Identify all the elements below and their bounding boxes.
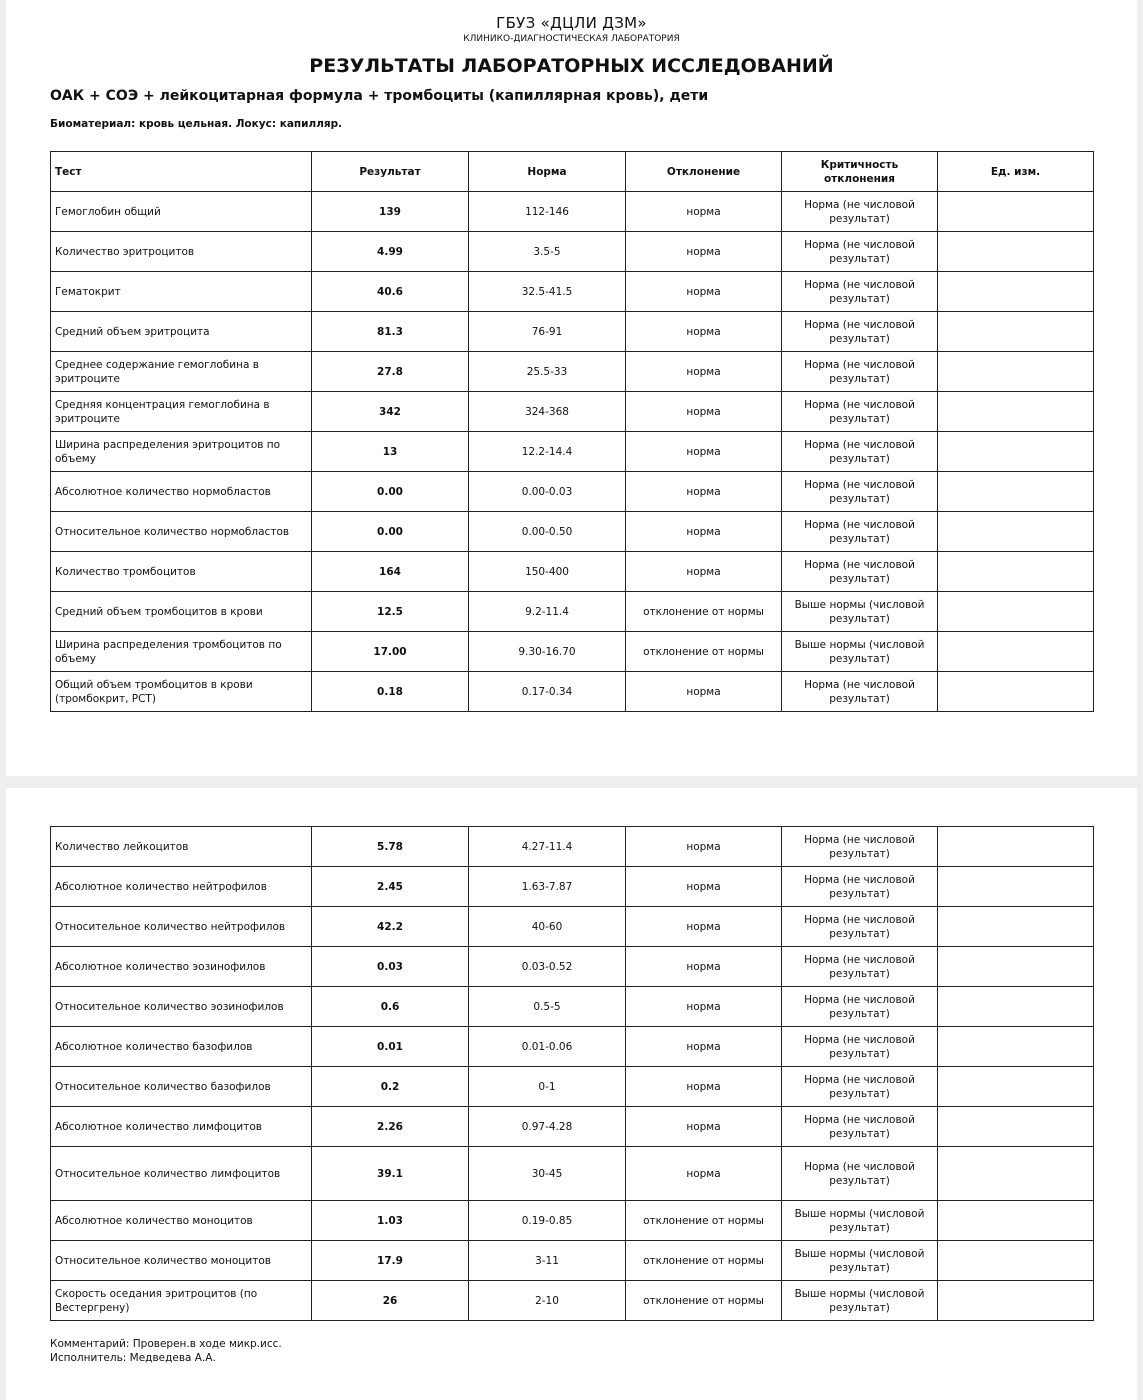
test-name-cell: Относительное количество лимфоцитов <box>51 1147 312 1201</box>
reference-range-cell: 324-368 <box>469 392 626 432</box>
test-name-cell: Скорость оседания эритроцитов (по Вестергрену) <box>51 1281 312 1321</box>
reference-range-cell: 0-1 <box>469 1067 626 1107</box>
table-row <box>51 1027 1094 1067</box>
criticality-cell: Норма (не числовой результат) <box>782 392 938 432</box>
result-value-cell: 4.99 <box>312 232 469 272</box>
deviation-cell: отклонение от нормы <box>626 632 782 672</box>
unit-cell <box>938 392 1094 432</box>
reference-range-cell: 0.17-0.34 <box>469 672 626 712</box>
table-row <box>51 1067 1094 1107</box>
test-name-cell: Общий объем тромбоцитов в крови (тромбокрит, PCT) <box>51 672 312 712</box>
criticality-cell: Выше нормы (числовой результат) <box>782 632 938 672</box>
column-header-deviation: Отклонение <box>626 152 782 192</box>
table-row <box>51 312 1094 352</box>
criticality-cell: Норма (не числовой результат) <box>782 827 938 867</box>
deviation-cell: норма <box>626 512 782 552</box>
unit-cell <box>938 987 1094 1027</box>
column-header-norm: Норма <box>469 152 626 192</box>
unit-cell <box>938 947 1094 987</box>
deviation-cell: норма <box>626 552 782 592</box>
unit-cell <box>938 1067 1094 1107</box>
column-header-criticality: Критичность отклонения <box>782 152 938 192</box>
result-value-cell: 5.78 <box>312 827 469 867</box>
test-name-cell: Средний объем тромбоцитов в крови <box>51 592 312 632</box>
test-name-cell: Гематокрит <box>51 272 312 312</box>
unit-cell <box>938 552 1094 592</box>
result-value-cell: 81.3 <box>312 312 469 352</box>
table-row <box>51 987 1094 1027</box>
deviation-cell: норма <box>626 1067 782 1107</box>
test-name-cell: Ширина распределения эритроцитов по объему <box>51 432 312 472</box>
test-name-cell: Количество тромбоцитов <box>51 552 312 592</box>
unit-cell <box>938 432 1094 472</box>
criticality-cell: Норма (не числовой результат) <box>782 232 938 272</box>
table-row <box>51 232 1094 272</box>
reference-range-cell: 12.2-14.4 <box>469 432 626 472</box>
reference-range-cell: 0.01-0.06 <box>469 1027 626 1067</box>
result-value-cell: 27.8 <box>312 352 469 392</box>
result-value-cell: 0.18 <box>312 672 469 712</box>
unit-cell <box>938 312 1094 352</box>
unit-cell <box>938 1027 1094 1067</box>
reference-range-cell: 40-60 <box>469 907 626 947</box>
criticality-cell: Норма (не числовой результат) <box>782 272 938 312</box>
result-value-cell: 2.26 <box>312 1107 469 1147</box>
test-name-cell: Абсолютное количество лимфоцитов <box>51 1107 312 1147</box>
results-table-body-page-2 <box>51 827 1094 1321</box>
reference-range-cell: 0.5-5 <box>469 987 626 1027</box>
test-name-cell: Относительное количество моноцитов <box>51 1241 312 1281</box>
criticality-cell: Норма (не числовой результат) <box>782 907 938 947</box>
criticality-cell: Норма (не числовой результат) <box>782 472 938 512</box>
result-value-cell: 2.45 <box>312 867 469 907</box>
result-value-cell: 40.6 <box>312 272 469 312</box>
table-row <box>51 1107 1094 1147</box>
test-name-cell: Абсолютное количество нормобластов <box>51 472 312 512</box>
table-row <box>51 1201 1094 1241</box>
result-value-cell: 17.9 <box>312 1241 469 1281</box>
biomaterial-info: Биоматериал: кровь цельная. Локус: капилляр. <box>50 118 343 130</box>
column-header-test: Тест <box>51 152 312 192</box>
results-table-page-2 <box>50 826 1094 1321</box>
result-value-cell: 39.1 <box>312 1147 469 1201</box>
test-name-cell: Гемоглобин общий <box>51 192 312 232</box>
reference-range-cell: 30-45 <box>469 1147 626 1201</box>
report-page-1 <box>6 0 1137 776</box>
unit-cell <box>938 867 1094 907</box>
test-name-cell: Относительное количество базофилов <box>51 1067 312 1107</box>
table-row <box>51 1147 1094 1201</box>
criticality-cell: Норма (не числовой результат) <box>782 867 938 907</box>
unit-cell <box>938 352 1094 392</box>
criticality-cell: Норма (не числовой результат) <box>782 552 938 592</box>
reference-range-cell: 0.97-4.28 <box>469 1107 626 1147</box>
table-row <box>51 592 1094 632</box>
result-value-cell: 0.00 <box>312 472 469 512</box>
test-panel-title: ОАК + СОЭ + лейкоцитарная формула + тромбоциты (капиллярная кровь), дети <box>50 88 709 104</box>
reference-range-cell: 150-400 <box>469 552 626 592</box>
test-name-cell: Абсолютное количество эозинофилов <box>51 947 312 987</box>
test-name-cell: Средняя концентрация гемоглобина в эритроците <box>51 392 312 432</box>
criticality-cell: Выше нормы (числовой результат) <box>782 1201 938 1241</box>
result-value-cell: 26 <box>312 1281 469 1321</box>
table-row <box>51 1281 1094 1321</box>
criticality-cell: Выше нормы (числовой результат) <box>782 1281 938 1321</box>
deviation-cell: норма <box>626 472 782 512</box>
result-value-cell: 342 <box>312 392 469 432</box>
criticality-cell: Норма (не числовой результат) <box>782 1067 938 1107</box>
table-row <box>51 512 1094 552</box>
unit-cell <box>938 1201 1094 1241</box>
column-header-result: Результат <box>312 152 469 192</box>
reference-range-cell: 76-91 <box>469 312 626 352</box>
unit-cell <box>938 272 1094 312</box>
deviation-cell: отклонение от нормы <box>626 1281 782 1321</box>
deviation-cell: норма <box>626 272 782 312</box>
table-row <box>51 867 1094 907</box>
result-value-cell: 139 <box>312 192 469 232</box>
result-value-cell: 164 <box>312 552 469 592</box>
reference-range-cell: 0.00-0.50 <box>469 512 626 552</box>
deviation-cell: норма <box>626 1147 782 1201</box>
deviation-cell: норма <box>626 907 782 947</box>
test-name-cell: Относительное количество эозинофилов <box>51 987 312 1027</box>
deviation-cell: норма <box>626 1027 782 1067</box>
reference-range-cell: 32.5-41.5 <box>469 272 626 312</box>
column-header-unit: Ед. изм. <box>938 152 1094 192</box>
test-name-cell: Абсолютное количество моноцитов <box>51 1201 312 1241</box>
table-row <box>51 632 1094 672</box>
reference-range-cell: 0.03-0.52 <box>469 947 626 987</box>
criticality-cell: Норма (не числовой результат) <box>782 192 938 232</box>
test-name-cell: Абсолютное количество нейтрофилов <box>51 867 312 907</box>
comment-text: Комментарий: Проверен.в ходе микр.исс. <box>50 1338 282 1350</box>
result-value-cell: 12.5 <box>312 592 469 632</box>
reference-range-cell: 3-11 <box>469 1241 626 1281</box>
report-page-2 <box>6 788 1137 1400</box>
laboratory-name: КЛИНИКО-ДИАГНОСТИЧЕСКАЯ ЛАБОРАТОРИЯ <box>463 34 680 44</box>
table-row <box>51 352 1094 392</box>
deviation-cell: норма <box>626 987 782 1027</box>
reference-range-cell: 3.5-5 <box>469 232 626 272</box>
table-row <box>51 947 1094 987</box>
result-value-cell: 1.03 <box>312 1201 469 1241</box>
deviation-cell: отклонение от нормы <box>626 1241 782 1281</box>
deviation-cell: отклонение от нормы <box>626 1201 782 1241</box>
reference-range-cell: 0.00-0.03 <box>469 472 626 512</box>
reference-range-cell: 4.27-11.4 <box>469 827 626 867</box>
reference-range-cell: 112-146 <box>469 192 626 232</box>
deviation-cell: норма <box>626 392 782 432</box>
reference-range-cell: 9.30-16.70 <box>469 632 626 672</box>
deviation-cell: норма <box>626 672 782 712</box>
result-value-cell: 13 <box>312 432 469 472</box>
table-row <box>51 192 1094 232</box>
result-value-cell: 0.01 <box>312 1027 469 1067</box>
criticality-cell: Норма (не числовой результат) <box>782 987 938 1027</box>
unit-cell <box>938 827 1094 867</box>
organization-name: ГБУЗ «ДЦЛИ ДЗМ» <box>496 14 647 32</box>
deviation-cell: норма <box>626 192 782 232</box>
criticality-cell: Норма (не числовой результат) <box>782 947 938 987</box>
reference-range-cell: 2-10 <box>469 1281 626 1321</box>
table-row <box>51 472 1094 512</box>
criticality-cell: Норма (не числовой результат) <box>782 512 938 552</box>
test-name-cell: Количество лейкоцитов <box>51 827 312 867</box>
unit-cell <box>938 512 1094 552</box>
deviation-cell: норма <box>626 352 782 392</box>
criticality-cell: Норма (не числовой результат) <box>782 1147 938 1201</box>
deviation-cell: норма <box>626 232 782 272</box>
test-name-cell: Ширина распределения тромбоцитов по объему <box>51 632 312 672</box>
deviation-cell: норма <box>626 947 782 987</box>
criticality-cell: Выше нормы (числовой результат) <box>782 592 938 632</box>
unit-cell <box>938 472 1094 512</box>
result-value-cell: 0.00 <box>312 512 469 552</box>
unit-cell <box>938 1281 1094 1321</box>
table-row <box>51 827 1094 867</box>
deviation-cell: отклонение от нормы <box>626 592 782 632</box>
unit-cell <box>938 1241 1094 1281</box>
reference-range-cell: 0.19-0.85 <box>469 1201 626 1241</box>
table-row <box>51 272 1094 312</box>
result-value-cell: 42.2 <box>312 907 469 947</box>
criticality-cell: Выше нормы (числовой результат) <box>782 1241 938 1281</box>
table-row <box>51 1241 1094 1281</box>
unit-cell <box>938 672 1094 712</box>
table-row <box>51 552 1094 592</box>
deviation-cell: норма <box>626 1107 782 1147</box>
unit-cell <box>938 232 1094 272</box>
unit-cell <box>938 1107 1094 1147</box>
table-row <box>51 392 1094 432</box>
unit-cell <box>938 907 1094 947</box>
reference-range-cell: 1.63-7.87 <box>469 867 626 907</box>
unit-cell <box>938 192 1094 232</box>
test-name-cell: Среднее содержание гемоглобина в эритроците <box>51 352 312 392</box>
result-value-cell: 17.00 <box>312 632 469 672</box>
criticality-cell: Норма (не числовой результат) <box>782 352 938 392</box>
result-value-cell: 0.03 <box>312 947 469 987</box>
performer-text: Исполнитель: Медведева А.А. <box>50 1352 216 1364</box>
test-name-cell: Количество эритроцитов <box>51 232 312 272</box>
criticality-cell: Норма (не числовой результат) <box>782 312 938 352</box>
test-name-cell: Относительное количество нейтрофилов <box>51 907 312 947</box>
test-name-cell: Относительное количество нормобластов <box>51 512 312 552</box>
unit-cell <box>938 592 1094 632</box>
deviation-cell: норма <box>626 867 782 907</box>
reference-range-cell: 9.2-11.4 <box>469 592 626 632</box>
unit-cell <box>938 632 1094 672</box>
table-header-row <box>51 152 1094 192</box>
criticality-cell: Норма (не числовой результат) <box>782 432 938 472</box>
unit-cell <box>938 1147 1094 1201</box>
table-row <box>51 672 1094 712</box>
result-value-cell: 0.2 <box>312 1067 469 1107</box>
deviation-cell: норма <box>626 827 782 867</box>
criticality-cell: Норма (не числовой результат) <box>782 1027 938 1067</box>
results-table-body-page-1 <box>51 192 1094 712</box>
result-value-cell: 0.6 <box>312 987 469 1027</box>
table-row <box>51 432 1094 472</box>
criticality-cell: Норма (не числовой результат) <box>782 1107 938 1147</box>
page-title: РЕЗУЛЬТАТЫ ЛАБОРАТОРНЫХ ИССЛЕДОВАНИЙ <box>309 55 834 77</box>
results-table-page-1 <box>50 151 1094 712</box>
deviation-cell: норма <box>626 312 782 352</box>
deviation-cell: норма <box>626 432 782 472</box>
reference-range-cell: 25.5-33 <box>469 352 626 392</box>
table-row <box>51 907 1094 947</box>
test-name-cell: Средний объем эритроцита <box>51 312 312 352</box>
criticality-cell: Норма (не числовой результат) <box>782 672 938 712</box>
test-name-cell: Абсолютное количество базофилов <box>51 1027 312 1067</box>
